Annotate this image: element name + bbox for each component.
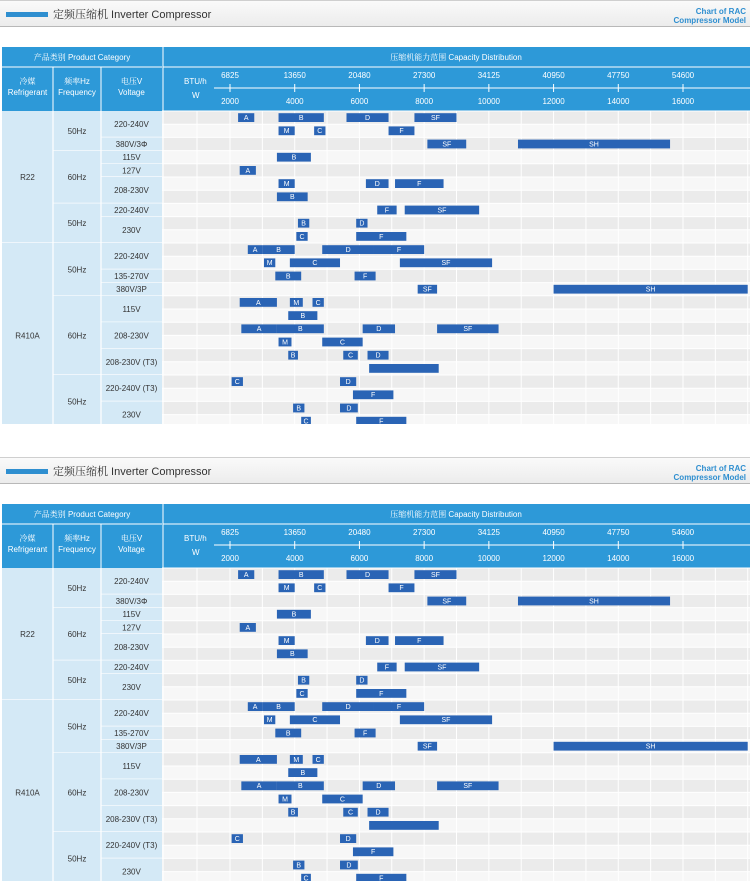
voltage-label: 220-240V bbox=[114, 120, 149, 130]
w-unit-label: W bbox=[192, 548, 200, 557]
panel-title: 定频压缩机 Inverter Compressor bbox=[53, 466, 212, 478]
voltage-label: 230V bbox=[122, 867, 141, 877]
btu-tick-label: 13650 bbox=[283, 71, 306, 80]
capacity-bar-label: F bbox=[379, 875, 384, 881]
capacity-bar-label: A bbox=[255, 756, 261, 764]
capacity-bar-label: C bbox=[339, 339, 345, 347]
w-tick-label: 12000 bbox=[542, 554, 565, 563]
w-tick-label: 2000 bbox=[221, 554, 239, 563]
capacity-bar-label: M bbox=[283, 638, 290, 645]
capacity-bar-label: B bbox=[296, 862, 302, 870]
frequency-header-en: Frequency bbox=[58, 88, 96, 97]
voltage-header-en: Voltage bbox=[118, 88, 145, 97]
corner-line-2: Compressor Model bbox=[673, 473, 746, 482]
capacity-bar-label: C bbox=[312, 260, 318, 268]
capacity-bar-label: B bbox=[291, 154, 297, 162]
w-tick-label: 12000 bbox=[542, 97, 565, 106]
btu-tick-label: 54600 bbox=[671, 528, 695, 537]
capacity-bar-label: C bbox=[234, 379, 240, 386]
btu-tick-label: 6825 bbox=[221, 71, 239, 80]
capacity-bar-label: M bbox=[266, 717, 273, 725]
capacity-bar-label: D bbox=[345, 379, 351, 386]
capacity-bar-label: SH bbox=[645, 743, 656, 751]
capacity-bar-label: M bbox=[282, 339, 288, 347]
capacity-bar-label: SF bbox=[422, 286, 432, 294]
voltage-label: 135-270V bbox=[114, 272, 149, 281]
capacity-bar-label: F bbox=[362, 273, 368, 281]
btu-tick-label: 20480 bbox=[348, 528, 371, 537]
capacity-bar-label: F bbox=[417, 638, 422, 645]
capacity-bar-label: F bbox=[384, 207, 390, 215]
capacity-bar-label: F bbox=[379, 690, 384, 698]
voltage-label: 115V bbox=[122, 610, 141, 620]
w-unit-label: W bbox=[192, 91, 200, 100]
capacity-bar-label: B bbox=[301, 677, 306, 685]
btu-tick-label: 20480 bbox=[348, 71, 371, 80]
voltage-label: 208-230V (T3) bbox=[105, 814, 158, 824]
refrigerant-label: R410A bbox=[15, 331, 40, 341]
capacity-bar-label: D bbox=[364, 572, 371, 579]
capacity-bar-label: SF bbox=[430, 115, 440, 122]
capacity-bar-label: B bbox=[301, 220, 306, 228]
capacity-bar-label: D bbox=[359, 220, 365, 228]
refrigerant-label: R22 bbox=[20, 173, 35, 182]
capacity-bar-label: SF bbox=[463, 326, 473, 334]
capacity-bar-label: SF bbox=[441, 260, 451, 268]
capacity-bar-label: SH bbox=[589, 141, 599, 149]
capacity-bar-label: M bbox=[293, 299, 300, 307]
capacity-bar-label: B bbox=[276, 704, 281, 711]
btu-tick-label: 27300 bbox=[413, 528, 436, 537]
capacity-bar-label: F bbox=[371, 392, 376, 400]
w-tick-label: 2000 bbox=[221, 97, 239, 106]
w-tick-label: 10000 bbox=[477, 97, 500, 106]
btu-unit-label: BTU/h bbox=[184, 77, 207, 86]
frequency-label: 50Hz bbox=[67, 397, 87, 407]
voltage-header-cn: 电压V bbox=[120, 77, 143, 86]
w-tick-label: 4000 bbox=[285, 554, 304, 563]
capacity-bar-label: A bbox=[243, 115, 249, 122]
w-tick-label: 6000 bbox=[350, 554, 369, 563]
capacity-bar-label: SF bbox=[442, 141, 452, 149]
capacity-bar-label: C bbox=[234, 836, 240, 843]
capacity-bar-label: B bbox=[296, 405, 302, 413]
frequency-label: 50Hz bbox=[67, 583, 87, 593]
voltage-label: 220-240V (T3) bbox=[105, 384, 158, 394]
w-tick-label: 16000 bbox=[671, 97, 695, 106]
capacity-bar-label: B bbox=[285, 730, 291, 738]
capacity-chart bbox=[0, 457, 750, 881]
btu-tick-label: 40950 bbox=[542, 71, 565, 80]
capacity-bar-label: C bbox=[303, 418, 309, 424]
voltage-label: 115V bbox=[122, 305, 141, 314]
capacity-bar-label: F bbox=[371, 849, 376, 857]
frequency-label: 50Hz bbox=[67, 854, 87, 864]
capacity-bar-label: B bbox=[298, 115, 304, 122]
btu-tick-label: 27300 bbox=[413, 71, 436, 80]
w-tick-label: 8000 bbox=[415, 97, 434, 106]
capacity-bar-label: C bbox=[315, 299, 321, 307]
corner-line-1: Chart of RAC bbox=[695, 464, 746, 473]
frequency-label: 60Hz bbox=[67, 630, 87, 639]
refrigerant-label: R410A bbox=[15, 788, 40, 798]
w-tick-label: 4000 bbox=[285, 97, 304, 106]
capacity-bar-label: F bbox=[399, 585, 404, 593]
voltage-label: 220-240V bbox=[114, 577, 149, 587]
capacity-bar-label: B bbox=[289, 194, 295, 202]
capacity-bar-label: F bbox=[399, 128, 404, 136]
capacity-bar-label: A bbox=[255, 299, 261, 307]
voltage-label: 230V bbox=[122, 225, 141, 235]
capacity-bar-label: D bbox=[345, 247, 351, 254]
refrigerant-header-en: Refrigerant bbox=[7, 88, 48, 97]
corner-line-1: Chart of RAC bbox=[695, 7, 746, 16]
capacity-bar-label: C bbox=[303, 875, 309, 881]
capacity-bar-label: D bbox=[374, 181, 380, 188]
capacity-bar-label: D bbox=[359, 677, 365, 685]
capacity-bar-label: A bbox=[252, 247, 258, 254]
capacity-bar-label: M bbox=[282, 796, 288, 804]
capacity-bar-label: SF bbox=[422, 743, 432, 751]
capacity-bar-label: A bbox=[245, 624, 251, 632]
capacity-bar-label: A bbox=[256, 326, 262, 334]
capacity-bar-label: B bbox=[298, 572, 304, 579]
voltage-label: 115V bbox=[122, 762, 141, 771]
capacity-bar-label: B bbox=[289, 651, 295, 659]
capacity-bar-label: D bbox=[376, 783, 382, 791]
voltage-label: 220-240V bbox=[114, 206, 149, 215]
frequency-label: 60Hz bbox=[67, 331, 87, 341]
voltage-label: 127V bbox=[122, 623, 141, 633]
capacity-bar-label: A bbox=[243, 572, 249, 579]
voltage-label: 220-240V bbox=[114, 709, 149, 719]
voltage-label: 135-270V bbox=[114, 729, 149, 738]
voltage-label: 208-230V bbox=[114, 788, 149, 798]
capacity-bar-label: F bbox=[362, 730, 368, 738]
btu-tick-label: 34125 bbox=[477, 71, 500, 80]
capacity-bar-label: M bbox=[283, 128, 290, 136]
voltage-label: 115V bbox=[122, 153, 141, 163]
capacity-bar-label: D bbox=[364, 115, 371, 122]
w-tick-label: 10000 bbox=[477, 554, 500, 563]
capacity-bar-label: F bbox=[417, 181, 422, 188]
capacity-bar-label: M bbox=[293, 756, 300, 764]
capacity-bar-label: SF bbox=[430, 572, 440, 579]
capacity-bar bbox=[369, 364, 439, 373]
capacity-bar-label: B bbox=[298, 326, 303, 334]
product-category-header: 产品类别 Product Category bbox=[33, 510, 131, 519]
frequency-label: 60Hz bbox=[67, 173, 87, 182]
voltage-label: 127V bbox=[122, 166, 141, 176]
btu-unit-label: BTU/h bbox=[184, 534, 207, 543]
capacity-bar-label: F bbox=[379, 233, 384, 241]
voltage-header-en: Voltage bbox=[118, 545, 145, 554]
capacity-bar-label: C bbox=[312, 717, 318, 725]
voltage-header-cn: 电压V bbox=[120, 534, 143, 543]
corner-line-2: Compressor Model bbox=[673, 16, 746, 25]
capacity-bar-label: C bbox=[347, 809, 354, 817]
btu-tick-label: 40950 bbox=[542, 528, 565, 537]
capacity-bar-label: A bbox=[252, 704, 258, 711]
capacity-chart bbox=[0, 0, 750, 424]
capacity-bar-label: C bbox=[315, 756, 321, 764]
capacity-bar-label: SF bbox=[441, 717, 451, 725]
capacity-bar-label: SF bbox=[437, 207, 447, 215]
w-tick-label: 14000 bbox=[607, 554, 630, 563]
capacity-bar-label: A bbox=[245, 167, 251, 175]
capacity-bar-label: B bbox=[290, 352, 296, 360]
frequency-header-cn: 频率Hz bbox=[64, 534, 90, 543]
capacity-bar-label: D bbox=[376, 326, 382, 334]
product-category-header: 产品类别 Product Category bbox=[33, 53, 131, 62]
btu-tick-label: 47750 bbox=[607, 528, 630, 537]
voltage-label: 230V bbox=[122, 410, 141, 420]
voltage-label: 220-240V (T3) bbox=[105, 841, 158, 851]
capacity-bar-label: C bbox=[317, 585, 323, 593]
capacity-bar-label: B bbox=[276, 247, 281, 254]
voltage-label: 208-230V (T3) bbox=[105, 357, 158, 367]
capacity-bar bbox=[369, 821, 439, 830]
capacity-bar-label: C bbox=[317, 128, 323, 136]
capacity-bar-label: C bbox=[299, 690, 305, 698]
capacity-bar-label: D bbox=[345, 704, 351, 711]
voltage-label: 380V/3P bbox=[116, 285, 147, 295]
capacity-bar-label: D bbox=[374, 638, 380, 645]
capacity-bar-label: B bbox=[300, 313, 306, 320]
voltage-label: 380V/3Φ bbox=[115, 597, 148, 606]
frequency-label: 50Hz bbox=[67, 219, 87, 229]
voltage-label: 208-230V bbox=[114, 643, 149, 653]
capacity-bar-label: D bbox=[375, 352, 381, 360]
frequency-header-en: Frequency bbox=[58, 545, 96, 554]
capacity-bar-label: SF bbox=[463, 783, 473, 791]
capacity-bar-label: B bbox=[291, 611, 297, 619]
capacity-bar-label: D bbox=[346, 405, 352, 413]
frequency-label: 60Hz bbox=[67, 788, 87, 798]
voltage-label: 208-230V bbox=[114, 331, 149, 341]
btu-tick-label: 54600 bbox=[671, 71, 695, 80]
capacity-bar-label: D bbox=[375, 809, 381, 817]
frequency-label: 50Hz bbox=[67, 126, 87, 136]
capacity-bar-label: SH bbox=[589, 598, 599, 606]
w-tick-label: 14000 bbox=[607, 97, 630, 106]
btu-tick-label: 6825 bbox=[221, 528, 239, 537]
w-tick-label: 8000 bbox=[415, 554, 434, 563]
capacity-bar-label: C bbox=[347, 352, 354, 360]
capacity-bar-label: D bbox=[346, 862, 352, 870]
capacity-distribution-header: 压缩机能力范围 Capacity Distribution bbox=[390, 53, 522, 62]
capacity-bar-label: B bbox=[290, 809, 296, 817]
voltage-label: 380V/3P bbox=[116, 742, 147, 752]
capacity-bar-label: F bbox=[396, 247, 402, 254]
capacity-bar-label: SH bbox=[645, 286, 656, 294]
chart-panel-2 bbox=[0, 457, 750, 881]
voltage-label: 230V bbox=[122, 682, 141, 692]
voltage-label: 220-240V bbox=[114, 663, 149, 672]
btu-tick-label: 47750 bbox=[607, 71, 630, 80]
capacity-bar-label: SF bbox=[437, 664, 447, 672]
voltage-label: 220-240V bbox=[114, 252, 149, 262]
frequency-label: 50Hz bbox=[67, 265, 87, 275]
capacity-bar-label: C bbox=[339, 796, 345, 804]
capacity-bar-label: B bbox=[298, 783, 303, 791]
capacity-distribution-header: 压缩机能力范围 Capacity Distribution bbox=[390, 510, 522, 519]
btu-tick-label: 34125 bbox=[477, 528, 500, 537]
voltage-label: 380V/3Φ bbox=[115, 140, 148, 149]
refrigerant-header-cn: 冷媒 bbox=[19, 534, 36, 543]
capacity-bar-label: F bbox=[384, 664, 390, 672]
capacity-bar-label: M bbox=[266, 260, 273, 268]
capacity-bar-label: SF bbox=[442, 598, 452, 606]
refrigerant-label: R22 bbox=[20, 630, 35, 639]
w-tick-label: 16000 bbox=[671, 554, 695, 563]
capacity-bar-label: M bbox=[283, 181, 290, 188]
voltage-label: 208-230V bbox=[114, 186, 149, 196]
frequency-header-cn: 频率Hz bbox=[64, 77, 90, 86]
capacity-bar-label: B bbox=[300, 770, 306, 777]
frequency-label: 50Hz bbox=[67, 676, 87, 686]
frequency-label: 50Hz bbox=[67, 722, 87, 732]
chart-panel-1 bbox=[0, 0, 750, 424]
capacity-bar-label: B bbox=[285, 273, 291, 281]
refrigerant-header-cn: 冷媒 bbox=[19, 77, 36, 86]
panel-title: 定频压缩机 Inverter Compressor bbox=[53, 9, 212, 21]
capacity-bar-label: F bbox=[396, 704, 402, 711]
capacity-bar-label: D bbox=[345, 836, 351, 843]
capacity-bar-label: M bbox=[283, 585, 290, 593]
w-tick-label: 6000 bbox=[350, 97, 369, 106]
btu-tick-label: 13650 bbox=[283, 528, 306, 537]
capacity-bar-label: F bbox=[379, 418, 384, 424]
refrigerant-header-en: Refrigerant bbox=[7, 545, 48, 554]
capacity-bar-label: C bbox=[299, 233, 305, 241]
capacity-bar-label: A bbox=[256, 783, 262, 791]
